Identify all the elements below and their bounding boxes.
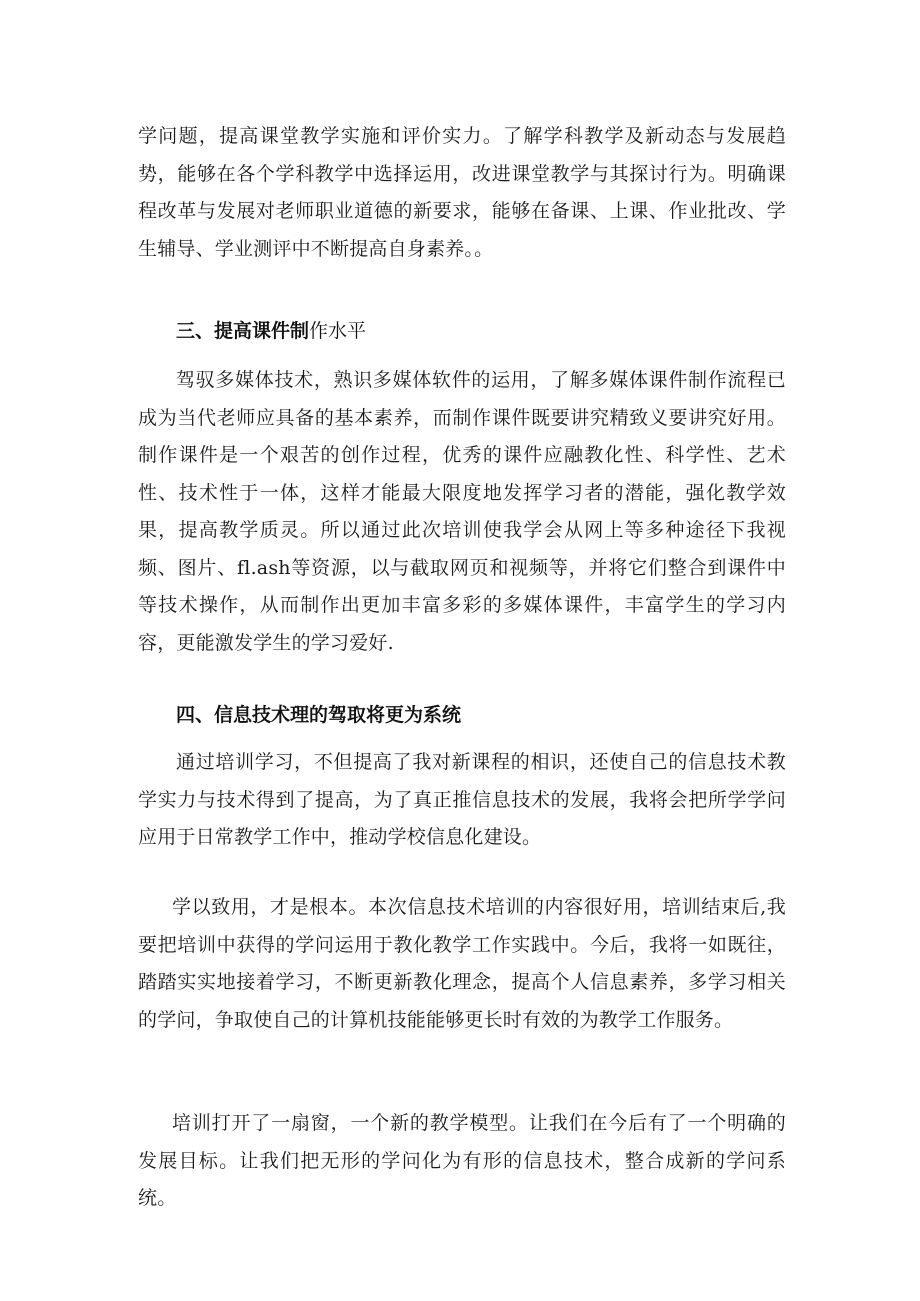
paragraph-conclusion: 培训打开了一扇窗，一个新的教学模型。让我们在今后有了一个明确的发展目标。让我们把无形的学问化为有形的信息技术，整合成新的学问系统。 xyxy=(138,1112,786,1209)
section-heading-3-light: 作水平 xyxy=(309,320,367,342)
section-heading-3 xyxy=(176,316,366,346)
paragraph-apply-learning: 学以致用，才是根本。本次信息技术培训的内容很好用，培训结束后,我要把培训中获得的学问运用于教化教学工作实践中。今后，我将一如既往，踏踏实实地接着学习，不断更新教化理念，提高个人信息素养，多学习相关的学问，争取使自己的计算机技能能够更长时有效的为教学工作服务。 xyxy=(138,896,786,1031)
section-heading-3-bold: 三、提高课件制 xyxy=(176,320,310,342)
section-heading-4: 四、信息技术理的驾取将更为系统 xyxy=(176,704,462,726)
paragraph-continuation: 学问题，提高课堂教学实施和评价实力。了解学科教学及新动态与发展趋势，能够在各个学科教学中选择运用，改进课堂教学与其探讨行为。明确课程改革与发展对老师职业道德的新要求，能够在备课、上课、作业批改、学生辅导、学业测评中不断提高自身素养。。 xyxy=(138,125,786,260)
paragraph-training-results: 通过培训学习，不但提高了我对新课程的相识，还使自己的信息技术教学实力与技术得到了提高，为了真正推信息技术的发展，我将会把所学学问应用于日常教学工作中，推动学校信息化建设。 xyxy=(138,751,786,848)
paragraph-multimedia: 驾驭多媒体技术，熟识多媒体软件的运用，了解多媒体课件制作流程已成为当代老师应具备的基本素养，而制作课件既要讲究精致义要讲究好用。制作课件是一个艰苦的创作过程，优秀的课件应融教化性、科学性、艺术性、技术性于一体，这样才能最大限度地发挥学习者的潜能，强化教学效果，提高教学质灵。所以通过此次培训使我学会从网上等多种途径下我视频、图片、fl.ash等资源，以与截取网页和视频等，并将它们整合到课件中等技术操作，从而制作出更加丰富多彩的多媒体课件，丰富学生的学习内容，更能激发学生的学习爱好. xyxy=(138,369,786,654)
